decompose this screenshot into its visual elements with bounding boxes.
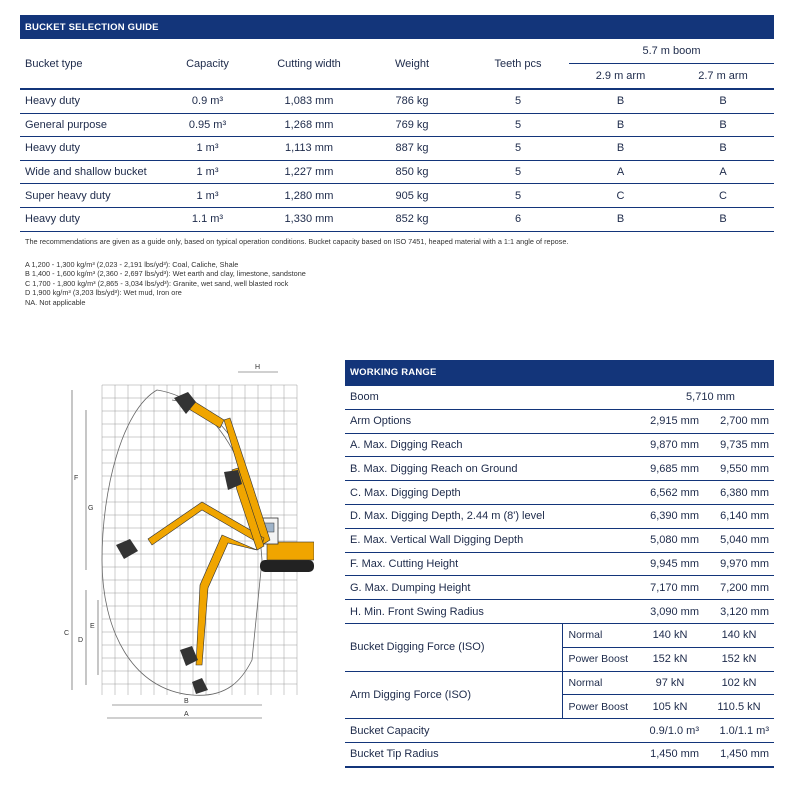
cell-teeth: 5 bbox=[467, 89, 569, 113]
dim-label-f: F bbox=[74, 475, 79, 482]
force-mode: Power Boost bbox=[562, 695, 636, 719]
force-value-arm2: 152 kN bbox=[704, 647, 774, 671]
header-cutting-width: Cutting width bbox=[277, 57, 341, 70]
spec-row bbox=[345, 552, 774, 576]
working-range-diagram bbox=[52, 360, 314, 730]
spec-row bbox=[345, 481, 774, 505]
table-row bbox=[20, 113, 774, 137]
dim-label-d: D bbox=[78, 637, 84, 644]
spec-row bbox=[345, 433, 774, 457]
cell-type: Super heavy duty bbox=[20, 184, 154, 208]
force-value-arm1: 97 kN bbox=[636, 671, 704, 695]
spec-label: A. Max. Digging Reach bbox=[345, 433, 636, 457]
force-label: Arm Digging Force (ISO) bbox=[345, 671, 562, 719]
cell-teeth: 5 bbox=[467, 160, 569, 184]
spec-value-arm1: 6,562 mm bbox=[636, 481, 704, 505]
spec-value-arm2: 7,200 mm bbox=[704, 576, 774, 600]
legend-line: B 1,400 - 1,600 kg/m³ (2,360 - 2,697 lbs/yd³): Wet earth and clay, limestone, sandstone bbox=[25, 269, 306, 279]
spec-value-arm1: 9,685 mm bbox=[636, 457, 704, 481]
spec-row-boom bbox=[345, 385, 774, 409]
spec-value-arm1: 0.9/1.0 m³ bbox=[636, 719, 704, 743]
cell-type: Heavy duty bbox=[20, 137, 154, 161]
force-value-arm1: 140 kN bbox=[636, 623, 704, 647]
header-arm-27: 2.7 m arm bbox=[672, 64, 774, 90]
spec-row bbox=[345, 528, 774, 552]
legend-line: A 1,200 - 1,300 kg/m³ (2,023 - 2,191 lbs/yd³): Coal, Caliche, Shale bbox=[25, 260, 239, 269]
working-range-table bbox=[345, 384, 774, 768]
header-teeth: Teeth pcs bbox=[494, 57, 542, 70]
spec-value-arm1: 6,390 mm bbox=[636, 504, 704, 528]
excavator-body bbox=[258, 518, 314, 572]
table-row bbox=[20, 160, 774, 184]
cell-weight: 786 kg bbox=[357, 89, 467, 113]
cell-type: Heavy duty bbox=[20, 207, 154, 231]
spec-row bbox=[345, 742, 774, 766]
spec-row bbox=[345, 576, 774, 600]
cell-type: General purpose bbox=[20, 113, 154, 137]
spec-value-arm1: 7,170 mm bbox=[636, 576, 704, 600]
spec-row bbox=[345, 600, 774, 624]
cell-arm1: B bbox=[569, 89, 672, 113]
cell-teeth: 6 bbox=[467, 207, 569, 231]
force-value-arm1: 105 kN bbox=[636, 695, 704, 719]
spec-value-arm2: 9,735 mm bbox=[704, 433, 774, 457]
force-label: Bucket Digging Force (ISO) bbox=[345, 623, 562, 671]
cell-weight: 852 kg bbox=[357, 207, 467, 231]
spec-value-arm2: 3,120 mm bbox=[704, 600, 774, 624]
spec-row bbox=[345, 719, 774, 743]
spec-label: G. Max. Dumping Height bbox=[345, 576, 636, 600]
force-value-arm2: 140 kN bbox=[704, 623, 774, 647]
cell-width: 1,113 mm bbox=[261, 137, 357, 161]
spec-row-arm-force bbox=[345, 671, 774, 695]
cell-arm1: B bbox=[569, 137, 672, 161]
spec-value-arm1: 9,945 mm bbox=[636, 552, 704, 576]
bucket-guide-title: BUCKET SELECTION GUIDE bbox=[20, 15, 774, 39]
cell-arm1: C bbox=[569, 184, 672, 208]
header-weight: Weight bbox=[394, 57, 430, 70]
cell-width: 1,227 mm bbox=[261, 160, 357, 184]
spec-label: Bucket Capacity bbox=[345, 719, 636, 743]
cell-arm1: A bbox=[569, 160, 672, 184]
bucket-table bbox=[20, 39, 774, 232]
legend-line: D 1,900 kg/m³ (3,203 lbs/yd³): Wet mud, Iron ore bbox=[25, 288, 182, 298]
force-mode: Normal bbox=[562, 623, 636, 647]
cell-weight: 887 kg bbox=[357, 137, 467, 161]
spec-row bbox=[345, 504, 774, 528]
cell-capacity: 1 m³ bbox=[154, 160, 261, 184]
spec-value-arm2: 9,970 mm bbox=[704, 552, 774, 576]
spec-label: Arm Options bbox=[345, 409, 636, 433]
spec-value-arm1: 1,450 mm bbox=[636, 742, 704, 766]
cell-weight: 850 kg bbox=[357, 160, 467, 184]
force-mode: Normal bbox=[562, 671, 636, 695]
cell-width: 1,330 mm bbox=[261, 207, 357, 231]
spec-value-arm2: 1.0/1.1 m³ bbox=[704, 719, 774, 743]
cell-capacity: 1 m³ bbox=[154, 137, 261, 161]
cell-capacity: 0.95 m³ bbox=[154, 113, 261, 137]
spec-value: 5,710 mm bbox=[562, 385, 774, 409]
spec-value-arm2: 6,380 mm bbox=[704, 481, 774, 505]
cell-width: 1,280 mm bbox=[261, 184, 357, 208]
table-row bbox=[20, 137, 774, 161]
spec-value-arm1: 5,080 mm bbox=[636, 528, 704, 552]
dim-label-b: B bbox=[184, 698, 189, 705]
cell-capacity: 1.1 m³ bbox=[154, 207, 261, 231]
dim-label-g: G bbox=[88, 505, 94, 512]
dim-label-h: H bbox=[255, 364, 261, 371]
spec-label: D. Max. Digging Depth, 2.44 m (8') level bbox=[345, 504, 636, 528]
cell-arm2: B bbox=[672, 113, 774, 137]
cell-arm2: B bbox=[672, 137, 774, 161]
boom-arm-poses bbox=[148, 400, 270, 665]
cell-arm2: A bbox=[672, 160, 774, 184]
legend-line: NA. Not applicable bbox=[25, 297, 86, 307]
spec-row-bucket-force bbox=[345, 623, 774, 647]
working-range bbox=[345, 360, 774, 768]
bucket-selection-guide bbox=[20, 15, 774, 232]
spec-value-arm1: 9,870 mm bbox=[636, 433, 704, 457]
cell-width: 1,268 mm bbox=[261, 113, 357, 137]
header-capacity: Capacity bbox=[186, 57, 229, 70]
cell-arm2: B bbox=[672, 89, 774, 113]
spec-label: Boom bbox=[345, 385, 562, 409]
bucket-rows bbox=[20, 89, 774, 231]
spec-label: B. Max. Digging Reach on Ground bbox=[345, 457, 636, 481]
cell-arm2: C bbox=[672, 184, 774, 208]
spec-label: Bucket Tip Radius bbox=[345, 742, 636, 766]
spec-value-arm2: 9,550 mm bbox=[704, 457, 774, 481]
table-row bbox=[20, 184, 774, 208]
excavator-diagram-svg bbox=[52, 360, 314, 730]
spec-value-arm2: 1,450 mm bbox=[704, 742, 774, 766]
spec-row bbox=[345, 409, 774, 433]
cell-teeth: 5 bbox=[467, 137, 569, 161]
header-arm-29: 2.9 m arm bbox=[569, 64, 672, 90]
header-bucket-type: Bucket type bbox=[25, 57, 83, 70]
spec-label: H. Min. Front Swing Radius bbox=[345, 600, 636, 624]
force-value-arm2: 110.5 kN bbox=[704, 695, 774, 719]
force-value-arm1: 152 kN bbox=[636, 647, 704, 671]
spec-value-arm2: 5,040 mm bbox=[704, 528, 774, 552]
cell-type: Heavy duty bbox=[20, 89, 154, 113]
force-mode: Power Boost bbox=[562, 647, 636, 671]
table-row bbox=[20, 89, 774, 113]
material-density-legend bbox=[25, 260, 306, 307]
working-range-title: WORKING RANGE bbox=[345, 360, 774, 384]
cell-teeth: 5 bbox=[467, 113, 569, 137]
spec-value-arm1: 2,915 mm bbox=[636, 409, 704, 433]
force-value-arm2: 102 kN bbox=[704, 671, 774, 695]
spec-label: C. Max. Digging Depth bbox=[345, 481, 636, 505]
cell-arm1: B bbox=[569, 207, 672, 231]
cell-width: 1,083 mm bbox=[261, 89, 357, 113]
spec-value-arm2: 2,700 mm bbox=[704, 409, 774, 433]
cell-weight: 769 kg bbox=[357, 113, 467, 137]
cell-arm1: B bbox=[569, 113, 672, 137]
cell-weight: 905 kg bbox=[357, 184, 467, 208]
spec-label: E. Max. Vertical Wall Digging Depth bbox=[345, 528, 636, 552]
bucket-guide-note: The recommendations are given as a guide only, based on typical operation conditions. Bucket capacity based on ISO 7451, heaped material with a 1:1 angle of repose. bbox=[25, 237, 569, 246]
legend-line: C 1,700 - 1,800 kg/m³ (2,865 - 3,034 lbs/yd³): Granite, wet sand, well blasted rock bbox=[25, 278, 289, 288]
dim-label-a: A bbox=[184, 711, 189, 718]
cell-teeth: 5 bbox=[467, 184, 569, 208]
spec-value-arm2: 6,140 mm bbox=[704, 504, 774, 528]
cell-capacity: 0.9 m³ bbox=[154, 89, 261, 113]
dim-label-c: C bbox=[64, 630, 70, 637]
dim-label-e: E bbox=[90, 623, 95, 630]
cell-type: Wide and shallow bucket bbox=[20, 160, 154, 184]
cell-arm2: B bbox=[672, 207, 774, 231]
table-row bbox=[20, 207, 774, 231]
spec-row bbox=[345, 457, 774, 481]
spec-value-arm1: 3,090 mm bbox=[636, 600, 704, 624]
cell-capacity: 1 m³ bbox=[154, 184, 261, 208]
header-boom: 5.7 m boom bbox=[642, 45, 701, 57]
spec-label: F. Max. Cutting Height bbox=[345, 552, 636, 576]
